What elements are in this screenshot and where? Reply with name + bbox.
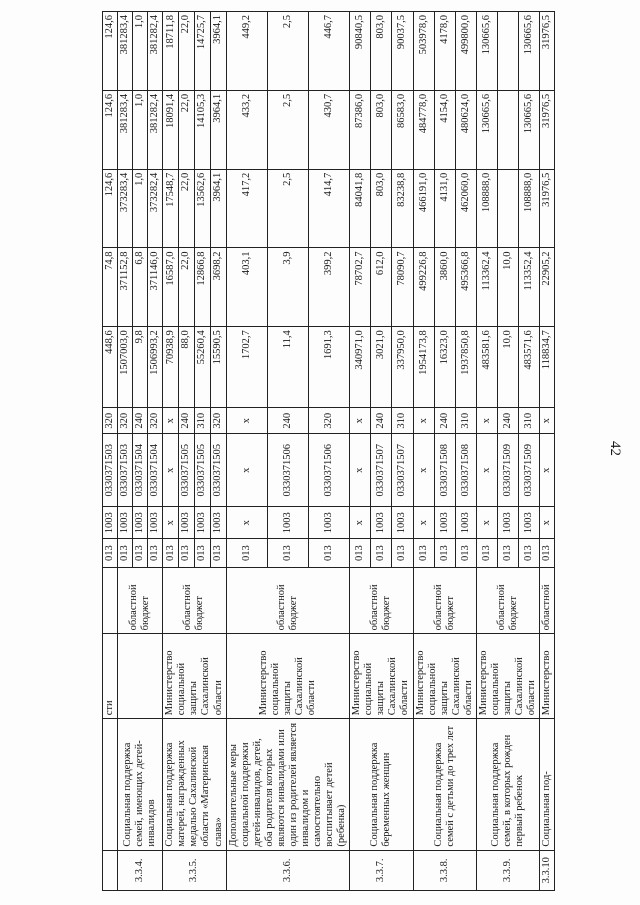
amount-cell: 15590,5 (210, 327, 226, 408)
code-section-cell: 1003 (267, 507, 308, 539)
code-grbs-cell: 013 (133, 539, 148, 567)
funding-source-cell: областной бюджет (413, 567, 476, 634)
amount-cell: 1954173,8 (413, 327, 434, 408)
measure-name-cell: Социальная поддержка матерей, награжденных медалью Сахалинской области «Материнская слава» (163, 719, 226, 850)
row-number-cell: 3.3.10 (540, 850, 555, 890)
code-target-cell: 0330371509 (519, 434, 540, 507)
code-type-cell: 320 (308, 408, 349, 434)
code-grbs-cell: 013 (519, 539, 540, 567)
row-number-cell: 3.3.6. (226, 850, 350, 890)
amount-cell: 399,2 (308, 248, 349, 327)
amount-cell: 87386,0 (350, 90, 371, 169)
code-type-cell: 310 (392, 408, 413, 434)
amount-cell: 414,7 (308, 169, 349, 248)
funding-source-cell: областной бюджет (163, 567, 226, 634)
amount-cell (497, 12, 518, 91)
amount-cell: 381282,4 (148, 12, 163, 91)
amount-cell: 2,5 (267, 169, 308, 248)
amount-cell: 22,0 (179, 12, 195, 91)
amount-cell: 16587,0 (163, 248, 179, 327)
measure-name-cell: Социальная под- (540, 719, 555, 850)
executor-cell: Министерство социальной защиты Сахалинской области (226, 634, 350, 719)
executor-cell (118, 634, 163, 719)
amount-cell: 130665,6 (519, 90, 540, 169)
amount-cell: 86583,0 (392, 90, 413, 169)
measure-name-cell: Дополнительные меры социальной поддержки детей-инвалидов, детей, оба родителя которых являются инвалидами или один из родителей является инвалидом и самостоятельно воспитывает детей (ребенка) (226, 719, 350, 850)
code-type-cell: x (413, 408, 434, 434)
executor-cell: сти (103, 634, 118, 719)
amount-cell: 4154,0 (434, 90, 455, 169)
code-type-cell: x (350, 408, 371, 434)
code-target-cell: x (163, 434, 179, 507)
measure-name-cell: Социальная поддержка семей, имеющих детей-инвалидов (118, 719, 163, 850)
code-section-cell: x (476, 507, 497, 539)
amount-cell: 3860,0 (434, 248, 455, 327)
funding-source-cell: областной бюджет (118, 567, 163, 634)
code-grbs-cell: 013 (497, 539, 518, 567)
amount-cell: 9,8 (133, 327, 148, 408)
amount-cell: 78090,7 (392, 248, 413, 327)
amount-cell: 31976,5 (540, 12, 555, 91)
amount-cell: 78702,7 (350, 248, 371, 327)
amount-cell: 16323,0 (434, 327, 455, 408)
amount-cell: 22,0 (179, 169, 195, 248)
code-grbs-cell: 013 (350, 539, 371, 567)
code-type-cell: 320 (210, 408, 226, 434)
amount-cell: 371152,8 (118, 248, 133, 327)
amount-cell: 381283,4 (118, 12, 133, 91)
code-grbs-cell: 013 (413, 539, 434, 567)
code-target-cell: 0330371509 (497, 434, 518, 507)
code-section-cell: 1003 (194, 507, 210, 539)
amount-cell: 83238,8 (392, 169, 413, 248)
table-row (350, 12, 371, 891)
amount-cell: 17548,7 (163, 169, 179, 248)
amount-cell: 84041,8 (350, 169, 371, 248)
amount-cell: 6,8 (133, 248, 148, 327)
executor-cell: Министерство социальной защиты Сахалинской области (413, 634, 476, 719)
amount-cell: 31976,5 (540, 90, 555, 169)
code-target-cell: x (413, 434, 434, 507)
code-grbs-cell: 013 (455, 539, 476, 567)
code-type-cell: x (163, 408, 179, 434)
amount-cell: 18091,4 (163, 90, 179, 169)
amount-cell: 373283,4 (118, 169, 133, 248)
code-section-cell: 1003 (210, 507, 226, 539)
amount-cell: 1,0 (133, 169, 148, 248)
amount-cell: 381283,4 (118, 90, 133, 169)
code-grbs-cell: 013 (148, 539, 163, 567)
amount-cell: 449,2 (226, 12, 267, 91)
amount-cell: 1691,3 (308, 327, 349, 408)
amount-cell: 1506993,2 (148, 327, 163, 408)
row-number-cell: 3.3.8. (413, 850, 476, 890)
amount-cell: 55260,4 (194, 327, 210, 408)
table-row (413, 12, 434, 891)
amount-cell: 1,0 (133, 12, 148, 91)
code-section-cell: x (163, 507, 179, 539)
executor-cell: Министерство (540, 634, 555, 719)
code-grbs-cell: 013 (118, 539, 133, 567)
amount-cell: 3021,0 (371, 327, 392, 408)
amount-cell: 70938,9 (163, 327, 179, 408)
amount-cell: 1507003,0 (118, 327, 133, 408)
code-section-cell: 1003 (133, 507, 148, 539)
code-grbs-cell: 013 (210, 539, 226, 567)
code-type-cell: 240 (371, 408, 392, 434)
code-target-cell: 0330371507 (392, 434, 413, 507)
code-grbs-cell: 013 (308, 539, 349, 567)
table-row (163, 12, 179, 891)
budget-table (102, 11, 555, 891)
page-number: 42 (607, 441, 623, 456)
amount-cell: 417,2 (226, 169, 267, 248)
code-section-cell: 1003 (497, 507, 518, 539)
code-section-cell: 1003 (434, 507, 455, 539)
amount-cell: 130665,6 (476, 90, 497, 169)
code-grbs-cell: 013 (179, 539, 195, 567)
table-row (476, 12, 497, 891)
code-target-cell: x (476, 434, 497, 507)
code-target-cell: 0330371505 (194, 434, 210, 507)
code-target-cell: 0330371505 (210, 434, 226, 507)
code-type-cell: 240 (497, 408, 518, 434)
amount-cell: 12866,8 (194, 248, 210, 327)
amount-cell: 1,0 (133, 90, 148, 169)
code-target-cell: 0330371504 (133, 434, 148, 507)
amount-cell: 3964,1 (210, 12, 226, 91)
amount-cell: 14725,7 (194, 12, 210, 91)
amount-cell: 113352,4 (519, 248, 540, 327)
code-type-cell: x (540, 408, 555, 434)
amount-cell: 1702,7 (226, 327, 267, 408)
amount-cell: 373282,4 (148, 169, 163, 248)
amount-cell: 118834,7 (540, 327, 555, 408)
code-section-cell: 1003 (308, 507, 349, 539)
code-target-cell: 0330371505 (179, 434, 195, 507)
amount-cell: 480624,0 (455, 90, 476, 169)
amount-cell: 371146,0 (148, 248, 163, 327)
amount-cell: 403,1 (226, 248, 267, 327)
table-row: сти 013 1003 0330371503 320 448,6 74,8 124,6 124,6 124,6 (103, 12, 118, 891)
amount-cell: 113362,4 (476, 248, 497, 327)
table-row (226, 12, 267, 891)
row-number-cell: 3.3.9. (476, 850, 539, 890)
code-type-cell: x (476, 408, 497, 434)
code-target-cell: 0330371506 (308, 434, 349, 507)
code-section-cell: 1003 (455, 507, 476, 539)
amount-cell: 340971,0 (350, 327, 371, 408)
code-target-cell: 0330371503 (118, 434, 133, 507)
rotated-table-container (102, 11, 553, 891)
amount-cell: 130665,6 (476, 12, 497, 91)
code-section-cell: 1003 (118, 507, 133, 539)
amount-cell: 22,0 (179, 248, 195, 327)
amount-cell: 337950,0 (392, 327, 413, 408)
funding-source-cell: областной бюджет (476, 567, 539, 634)
code-target-cell: x (350, 434, 371, 507)
code-section-cell: x (413, 507, 434, 539)
measure-name-cell: Социальная поддержка семей, в которых рожден первый ребенок (476, 719, 539, 850)
funding-source-cell: областной (540, 567, 555, 634)
amount-cell: 433,2 (226, 90, 267, 169)
table-body (103, 12, 555, 891)
code-type-cell: 310 (194, 408, 210, 434)
code-grbs-cell: 013 (163, 539, 179, 567)
code-type-cell: 320 (148, 408, 163, 434)
code-target-cell: x (540, 434, 555, 507)
amount-cell: 483571,6 (519, 327, 540, 408)
amount-cell: 90840,5 (350, 12, 371, 91)
amount-cell: 381282,4 (148, 90, 163, 169)
measure-name-cell: Социальная поддержка беременных женщин (350, 719, 413, 850)
amount-cell: 503978,0 (413, 12, 434, 91)
amount-cell: 11,4 (267, 327, 308, 408)
code-type-cell: 320 (118, 408, 133, 434)
code-target-cell: x (226, 434, 267, 507)
amount-cell: 803,0 (371, 90, 392, 169)
amount-cell: 22,0 (179, 90, 195, 169)
code-target-cell: 0330371508 (434, 434, 455, 507)
code-section-cell: x (226, 507, 267, 539)
amount-cell: 90037,5 (392, 12, 413, 91)
amount-cell: 4178,0 (434, 12, 455, 91)
amount-cell: 108888,0 (519, 169, 540, 248)
funding-source-cell: областной бюджет (226, 567, 350, 634)
code-grbs-cell: 013 (194, 539, 210, 567)
amount-cell: 22905,2 (540, 248, 555, 327)
amount-cell: 1937850,8 (455, 327, 476, 408)
amount-cell: 803,0 (371, 169, 392, 248)
amount-cell: 108888,0 (476, 169, 497, 248)
code-type-cell: 240 (133, 408, 148, 434)
table-row (118, 12, 133, 891)
amount-cell: 499800,0 (455, 12, 476, 91)
code-grbs-cell: 013 (267, 539, 308, 567)
code-target-cell: 0330371507 (371, 434, 392, 507)
code-type-cell: 310 (455, 408, 476, 434)
code-grbs-cell: 013 (371, 539, 392, 567)
amount-cell: 18711,8 (163, 12, 179, 91)
amount-cell: 3,9 (267, 248, 308, 327)
code-section-cell: 1003 (519, 507, 540, 539)
code-section-cell: 1003 (392, 507, 413, 539)
row-number-cell: 3.3.4. (118, 850, 163, 890)
amount-cell: 499226,8 (413, 248, 434, 327)
code-grbs-cell: 013 (392, 539, 413, 567)
amount-cell: 3698,2 (210, 248, 226, 327)
amount-cell: 10,0 (497, 327, 518, 408)
code-section-cell: 1003 (148, 507, 163, 539)
amount-cell: 14105,3 (194, 90, 210, 169)
amount-cell: 466191,0 (413, 169, 434, 248)
amount-cell: 612,0 (371, 248, 392, 327)
code-type-cell: 310 (519, 408, 540, 434)
code-target-cell: 0330371506 (267, 434, 308, 507)
amount-cell: 495366,8 (455, 248, 476, 327)
amount-cell: 462060,0 (455, 169, 476, 248)
executor-cell: Министерство социальной защиты Сахалинской области (350, 634, 413, 719)
amount-cell: 2,5 (267, 12, 308, 91)
code-grbs-cell: 013 (226, 539, 267, 567)
amount-cell: 31976,5 (540, 169, 555, 248)
code-type-cell: 240 (434, 408, 455, 434)
code-target-cell: 0330371508 (455, 434, 476, 507)
amount-cell: 4131,0 (434, 169, 455, 248)
amount-cell (497, 169, 518, 248)
code-target-cell: 0330371504 (148, 434, 163, 507)
executor-cell: Министерство социальной защиты Сахалинской области (476, 634, 539, 719)
amount-cell: 2,5 (267, 90, 308, 169)
amount-cell: 430,7 (308, 90, 349, 169)
code-section-cell: x (350, 507, 371, 539)
amount-cell: 130665,6 (519, 12, 540, 91)
amount-cell: 803,0 (371, 12, 392, 91)
amount-cell: 13562,6 (194, 169, 210, 248)
code-grbs-cell: 013 (476, 539, 497, 567)
code-grbs-cell: 013 (434, 539, 455, 567)
code-type-cell: x (226, 408, 267, 434)
executor-cell: Министерство социальной защиты Сахалинской области (163, 634, 226, 719)
amount-cell: 3964,1 (210, 169, 226, 248)
row-number-cell: 3.3.7. (350, 850, 413, 890)
measure-name-cell: Социальная поддержка семей с детьми до трех лет (413, 719, 476, 850)
amount-cell (497, 90, 518, 169)
code-section-cell: 1003 (371, 507, 392, 539)
amount-cell: 446,7 (308, 12, 349, 91)
code-type-cell: 240 (179, 408, 195, 434)
amount-cell: 10,0 (497, 248, 518, 327)
table-row (540, 12, 555, 891)
code-section-cell: 1003 (179, 507, 195, 539)
code-section-cell: x (540, 507, 555, 539)
amount-cell: 484778,0 (413, 90, 434, 169)
amount-cell: 88,0 (179, 327, 195, 408)
funding-source-cell: областной бюджет (350, 567, 413, 634)
amount-cell: 483581,6 (476, 327, 497, 408)
code-type-cell: 240 (267, 408, 308, 434)
code-grbs-cell: 013 (540, 539, 555, 567)
amount-cell: 3964,1 (210, 90, 226, 169)
row-number-cell: 3.3.5. (163, 850, 226, 890)
